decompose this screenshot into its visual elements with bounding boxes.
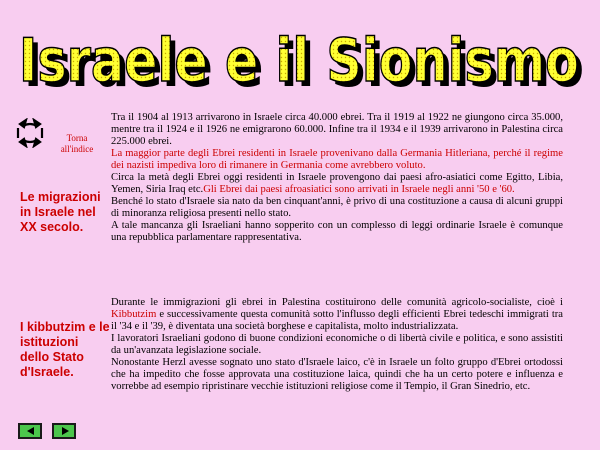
sidebar-heading-kibbutzim: I kibbutzim e le istituzioni dello Stato d'Israele. bbox=[20, 320, 110, 379]
paragraph bbox=[111, 172, 563, 196]
kibbutzim-link[interactable]: Kibbutzim bbox=[111, 309, 157, 320]
previous-button[interactable] bbox=[18, 423, 42, 439]
migrations-section bbox=[111, 112, 563, 244]
paragraph-highlight: Gli Ebrei dai paesi afroasiatici sono arrivati in Israele negli anni '50 e '60. bbox=[203, 184, 515, 195]
paragraph-text: e successivamente questa comunità sotto l'influsso degli efficienti Ebrei tedeschi immigrati tra il '34 e il '39, è diventata una società borghese e capitalista, molto industrializzata. bbox=[111, 309, 563, 332]
paragraph: Nonostante Herzl avesse sognato uno stato d'Israele laico, c'è in Israele un folto gruppo d'Ebrei ortodossi che ha impedito che fosse approvata una costituzione laica, quindi che ha un certo potere e influenza e vorrebbe ad esempio ripristinare vecchie istituzioni religiose come il Tempio, il Gran Sinedrio, etc. bbox=[111, 357, 563, 392]
sidebar-heading-migrations: Le migrazioni in Israele nel XX secolo. bbox=[20, 190, 101, 234]
arrow-left-icon bbox=[22, 426, 40, 436]
next-button[interactable] bbox=[52, 423, 76, 439]
page-navigation bbox=[12, 423, 84, 445]
paragraph bbox=[111, 297, 563, 333]
paragraph: A tale mancanza gli Israeliani hanno sopperito con un complesso di leggi ordinarie Israele è comunque una repubblica parlamentare rappresentativa. bbox=[111, 220, 563, 243]
page-title-text: Israele e il Sionismo bbox=[19, 26, 579, 96]
return-index-button[interactable] bbox=[12, 118, 52, 148]
paragraph: Tra il 1904 al 1913 arrivarono in Israele circa 40.000 ebrei. Tra il 1919 al 1922 ne giungono circa 35.000, mentre tra il 1924 e il 1926 ne emigrarono 60.000. Infine tra il 1934 e il 1939 arrivarono in Palestina circa 225.000 ebrei. bbox=[111, 112, 563, 147]
arrow-right-icon bbox=[56, 426, 74, 436]
page-title-shadow: Israele e il Sionismo bbox=[24, 31, 584, 101]
kibbutzim-section bbox=[111, 297, 563, 393]
paragraph-text: Circa la metà degli Ebrei oggi residenti in Israele provengono dai paesi afro-asiatici come Egitto, Libia, Yemen, Siria Iraq etc. bbox=[111, 172, 563, 195]
paragraph: I lavoratori Israeliani godono di buone condizioni economiche o di libertà civile e politica, e sono assistiti da un'avanzata legislazione sociale. bbox=[111, 333, 563, 356]
return-index-label[interactable]: Torna all'indice bbox=[60, 133, 94, 154]
paragraph-text: Durante le immigrazioni gli ebrei in Palestina costituirono delle comunità agricolo-socialiste, cioè i bbox=[111, 297, 563, 308]
page-title bbox=[0, 0, 600, 110]
return-index-icon bbox=[12, 118, 48, 148]
paragraph-highlight: La maggior parte degli Ebrei residenti in Israele provenivano dalla Germania Hitleriana, perché il regime dei nazisti impediva loro di rimanere in Germania come avrebbero voluto. bbox=[111, 148, 563, 171]
paragraph: Benché lo stato d'Israele sia nato da ben cinquant'anni, è privo di una costituzione a causa di alcuni gruppi di minoranza religiosa presenti nello stato. bbox=[111, 196, 563, 219]
